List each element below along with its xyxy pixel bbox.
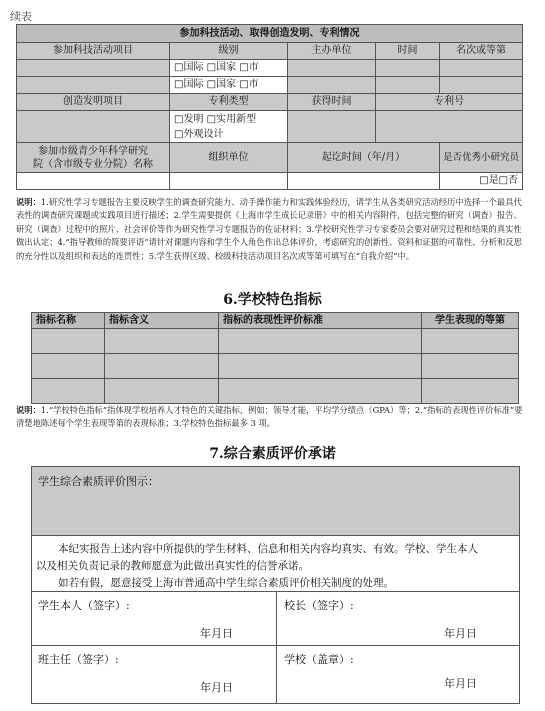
- note-1-label: 说明：: [16, 197, 41, 207]
- student-grade-cell[interactable]: [422, 379, 519, 404]
- teacher-signature-label[interactable]: 班主任（签字）:: [38, 653, 119, 666]
- principal-signature-label[interactable]: 校长（签字）:: [284, 599, 354, 612]
- pledge-line-2: 以及相关负责记录的教师愿意为此做出真实性的信誉承诺。: [36, 560, 309, 572]
- header-rank: 名次或等第: [440, 43, 523, 60]
- teacher-signature-date: 年月日: [200, 681, 233, 694]
- student-signature-label[interactable]: 学生本人（签字）:: [38, 599, 130, 612]
- section-6-title: 6.学校特色指标: [223, 292, 322, 308]
- indicator-meaning-cell[interactable]: [105, 329, 219, 354]
- yes-no-options[interactable]: □是□否: [440, 173, 523, 190]
- period-cell[interactable]: [288, 173, 440, 190]
- header-host: 主办单位: [288, 43, 376, 60]
- youth-academy-line-1: 参加市级青少年科学研究: [38, 145, 148, 157]
- pledge-line-3: 如若有假，愿意接受上海市普通高中学生综合素质评价相关制度的处理。: [58, 577, 394, 589]
- note-1: [16, 196, 530, 263]
- header-project: 参加科技活动项目: [17, 43, 170, 60]
- indicator-name-cell[interactable]: [32, 329, 105, 354]
- school-feature-table: [31, 312, 519, 404]
- rank-cell[interactable]: [440, 60, 523, 77]
- header-patent-no: 专利号: [376, 94, 523, 111]
- time-cell[interactable]: [376, 60, 440, 77]
- indicator-name-cell[interactable]: [32, 379, 105, 404]
- table1-title: 参加科技活动、取得创造发明、专利情况: [17, 25, 523, 43]
- science-activities-table: [16, 24, 523, 190]
- note-2-label: 说明：: [16, 405, 41, 415]
- time-cell[interactable]: [376, 77, 440, 94]
- org-cell[interactable]: [170, 173, 288, 190]
- header-period: 起讫时间（年/月）: [288, 143, 440, 173]
- rank-cell[interactable]: [440, 77, 523, 94]
- header-patent-type: 专利类型: [170, 94, 288, 111]
- indicator-standard-cell[interactable]: [219, 329, 422, 354]
- indicator-standard-cell[interactable]: [219, 354, 422, 379]
- indicator-name-cell[interactable]: [32, 354, 105, 379]
- level-options-2[interactable]: □国际 □国家 □市: [170, 77, 288, 94]
- patent-no-cell[interactable]: [376, 111, 523, 143]
- indicator-standard-cell[interactable]: [219, 379, 422, 404]
- level-options-1[interactable]: □国际 □国家 □市: [170, 60, 288, 77]
- school-seal-label[interactable]: 学校（盖章）:: [284, 653, 354, 666]
- header-indicator-name: 指标名称: [32, 313, 105, 329]
- header-indicator-meaning: 指标含义: [105, 313, 219, 329]
- school-seal-date: 年月日: [444, 677, 477, 690]
- header-student-grade: 学生表现的等第: [422, 313, 519, 329]
- header-excellent: 是否优秀小研究员: [440, 143, 523, 173]
- header-indicator-standard: 指标的表现性评价标准: [219, 313, 422, 329]
- patent-option-line-1: □发明 □实用新型: [174, 113, 257, 125]
- header-org: 组织单位: [170, 143, 288, 173]
- note-1-text: 1.研究性学习专题报告主要反映学生的调查研究能力、动手操作能力和实践体验经历，请学生从各类研究活动经历中选择一个最具代表性的调查研究课题或实践项目进行描述；2.学生需要提供《上海市学生成长记录册》中的相关内容附件，包括完整的研究（调查）报告、研究（调查）过程中的照片、社会评价等作为研究性学习专题报告的佐证材料；3.学校研究性学习专家委员会要对研究过程和结果的真实性做出认定；4.“指导教师的简要评语”请针对课题内容和学生个人角色作出总体评价，考虑研究的创新性、资料和证据的可靠性、分析和反思的充分性以及组织和表达的连贯性；5.学生获得区级、校级科技活动项目名次或等第可填写在“自我介绍”中。: [16, 197, 522, 261]
- diagram-label: 学生综合素质评价图示：: [38, 475, 159, 488]
- pledge-box: [31, 466, 520, 704]
- header-level: 级别: [170, 43, 288, 60]
- project-cell[interactable]: [17, 77, 170, 94]
- student-grade-cell[interactable]: [422, 354, 519, 379]
- obtain-time-cell[interactable]: [288, 111, 376, 143]
- indicator-meaning-cell[interactable]: [105, 379, 219, 404]
- continued-label: 续表: [10, 10, 32, 23]
- invention-cell[interactable]: [17, 111, 170, 143]
- note-2: [16, 404, 530, 431]
- youth-academy-line-2: 院（含市级专业分院）名称: [33, 158, 153, 170]
- section-7-title: 7.综合素质评价承诺: [209, 446, 336, 462]
- divider: [276, 591, 277, 703]
- diagram-area: [32, 467, 519, 536]
- patent-option-line-2: □外观设计: [174, 128, 224, 140]
- note-2-text: 1.“学校特色指标”指体现学校培养人才特色的关键指标，例如：领导才能，平均学分绩点（GPA）等；2.“指标的表现性评价标准”要清楚地陈述每个学生表现等第的表现标准；3.学校特色指标最多 3 项。: [16, 405, 523, 429]
- project-cell[interactable]: [17, 60, 170, 77]
- patent-type-options[interactable]: [170, 111, 288, 143]
- header-time: 时间: [376, 43, 440, 60]
- host-cell[interactable]: [288, 77, 376, 94]
- student-signature-date: 年月日: [200, 627, 233, 640]
- student-grade-cell[interactable]: [422, 329, 519, 354]
- host-cell[interactable]: [288, 60, 376, 77]
- indicator-meaning-cell[interactable]: [105, 354, 219, 379]
- pledge-line-1: 本纪实报告上述内容中所提供的学生材料、信息和相关内容均真实、有效。学校、学生本人: [58, 543, 478, 555]
- header-invention: 创造发明项目: [17, 94, 170, 111]
- header-obtain-time: 获得时间: [288, 94, 376, 111]
- header-youth-academy: [17, 143, 170, 173]
- principal-signature-date: 年月日: [444, 627, 477, 640]
- academy-cell[interactable]: [17, 173, 170, 190]
